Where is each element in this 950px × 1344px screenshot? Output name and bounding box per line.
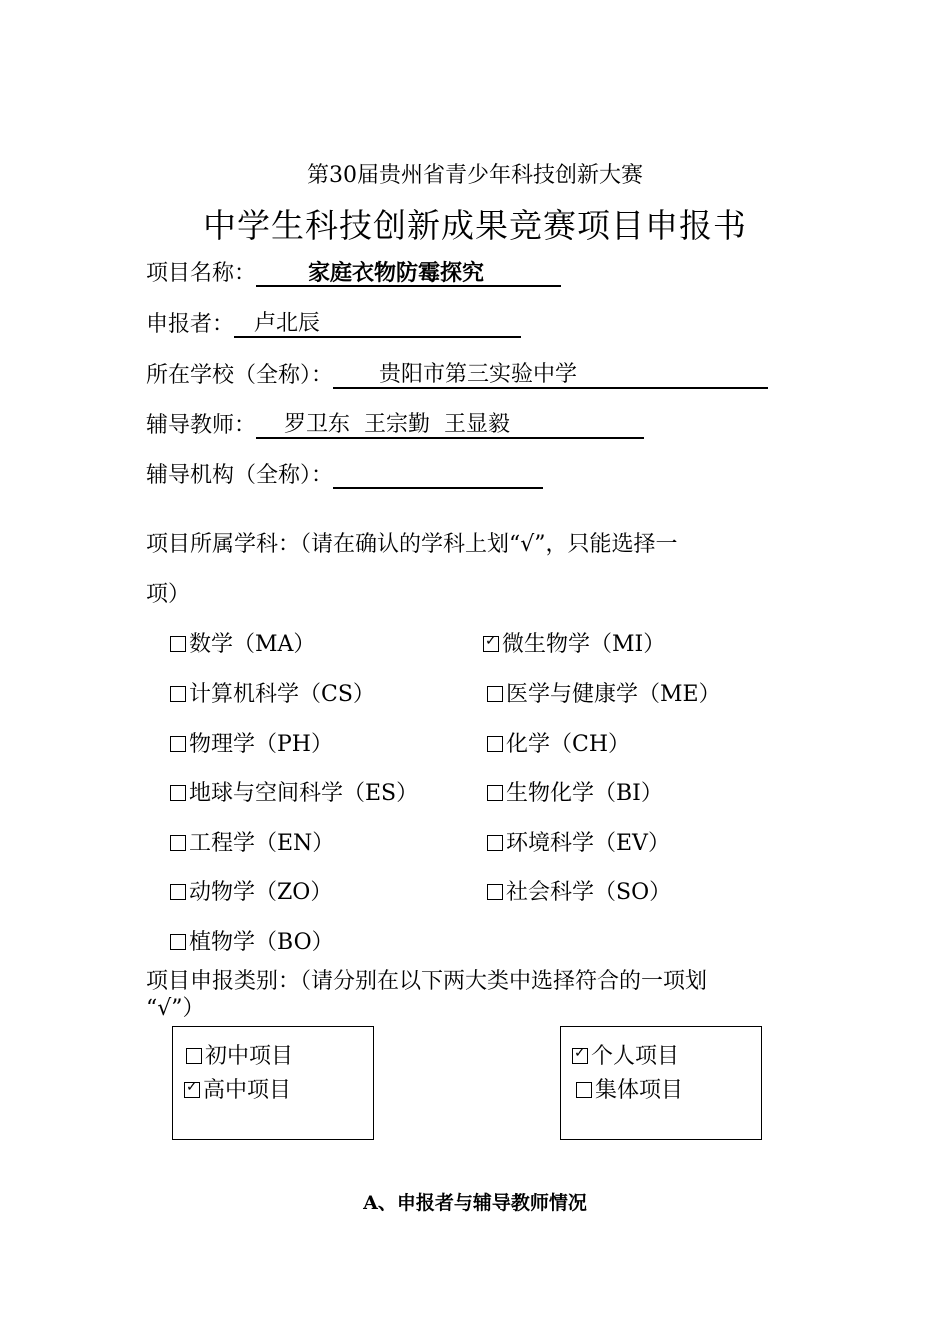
option-label: 生物化学（BI） [506, 781, 663, 806]
checkbox-icon[interactable] [576, 1082, 592, 1098]
option-label: 化学（CH） [506, 732, 631, 757]
institution-value[interactable] [333, 459, 543, 489]
option-label: 微生物学（MI） [502, 632, 666, 657]
checked-checkbox-icon[interactable] [483, 636, 499, 652]
checked-checkbox-icon[interactable] [572, 1048, 588, 1064]
option-label: 社会科学（SO） [506, 880, 672, 905]
option-label: 初中项目 [205, 1044, 294, 1069]
checkbox-icon[interactable] [170, 686, 186, 702]
option-label: 集体项目 [595, 1078, 684, 1103]
discipline-option-ch[interactable] [487, 727, 630, 758]
option-label: 植物学（BO） [189, 930, 334, 955]
applicant-row [146, 307, 521, 338]
checkbox-icon[interactable] [170, 934, 186, 950]
discipline-option-zo[interactable] [170, 875, 332, 906]
discipline-option-me[interactable] [487, 677, 721, 708]
level-option-senior[interactable] [184, 1073, 291, 1104]
checkbox-icon[interactable] [170, 636, 186, 652]
category-prompt-line2: “√”） [146, 996, 205, 1021]
option-label: 工程学（EN） [189, 831, 335, 856]
option-label: 动物学（ZO） [189, 880, 333, 905]
option-label: 个人项目 [591, 1044, 680, 1069]
school-label: 所在学校（全称）： [146, 363, 334, 388]
discipline-prompt-line2: 项） [146, 582, 191, 607]
institution-row [146, 458, 543, 489]
discipline-option-mi[interactable] [483, 627, 665, 658]
project-name-label: 项目名称： [146, 261, 257, 286]
contest-subtitle: 第30届贵州省青少年科技创新大赛 [307, 163, 643, 188]
checkbox-icon[interactable] [487, 785, 503, 801]
checkbox-icon[interactable] [170, 835, 186, 851]
advisor-value[interactable]: 罗卫东 王宗勤 王显毅 [256, 411, 644, 439]
checkbox-icon[interactable] [170, 785, 186, 801]
project-name-value[interactable]: 家庭衣物防霉探究 [256, 259, 561, 287]
checkbox-icon[interactable] [487, 736, 503, 752]
discipline-option-en[interactable] [170, 826, 334, 857]
checkbox-icon[interactable] [487, 835, 503, 851]
discipline-option-ev[interactable] [487, 826, 670, 857]
checkbox-icon[interactable] [170, 736, 186, 752]
advisor-row [146, 408, 644, 439]
option-label: 地球与空间科学（ES） [189, 781, 419, 806]
discipline-prompt-line1: 项目所属学科：（请在确认的学科上划“√”，只能选择一 [146, 532, 678, 557]
project-name-row [146, 256, 561, 287]
discipline-option-bo[interactable] [170, 925, 334, 956]
type-option-individual[interactable] [572, 1039, 679, 1070]
checkbox-icon[interactable] [487, 686, 503, 702]
type-option-group[interactable] [576, 1073, 683, 1104]
form-title: 中学生科技创新成果竞赛项目申报书 [203, 206, 747, 245]
discipline-option-bi[interactable] [487, 776, 663, 807]
checked-checkbox-icon[interactable] [184, 1082, 200, 1098]
option-label: 计算机科学（CS） [189, 682, 375, 707]
option-label: 物理学（PH） [189, 732, 333, 757]
option-label: 环境科学（EV） [506, 831, 670, 856]
school-value[interactable]: 贵阳市第三实验中学 [333, 361, 768, 389]
level-option-junior[interactable] [186, 1039, 293, 1070]
discipline-option-so[interactable] [487, 875, 671, 906]
checkbox-icon[interactable] [487, 884, 503, 900]
option-label: 数学（MA） [189, 632, 316, 657]
discipline-option-ph[interactable] [170, 727, 333, 758]
discipline-option-ma[interactable] [170, 627, 315, 658]
checkbox-icon[interactable] [170, 884, 186, 900]
checkbox-icon[interactable] [186, 1048, 202, 1064]
institution-label: 辅导机构（全称）： [146, 463, 334, 488]
school-row [146, 358, 768, 389]
option-label: 高中项目 [203, 1078, 292, 1103]
discipline-option-cs[interactable] [170, 677, 375, 708]
section-a-heading: A、申报者与辅导教师情况 [363, 1192, 587, 1214]
applicant-value[interactable]: 卢北辰 [234, 310, 521, 338]
discipline-option-es[interactable] [170, 776, 418, 807]
applicant-label: 申报者： [146, 312, 235, 337]
category-prompt-line1: 项目申报类别：（请分别在以下两大类中选择符合的一项划 [146, 969, 708, 994]
option-label: 医学与健康学（ME） [506, 682, 721, 707]
advisor-label: 辅导教师： [146, 413, 257, 438]
